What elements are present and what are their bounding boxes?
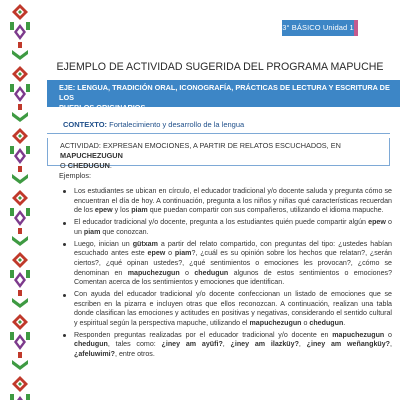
item-term: chedugun	[74, 340, 108, 349]
list-item	[62, 240, 392, 288]
item-term: gütxam	[132, 239, 158, 248]
item-term: mapuchezugun	[332, 330, 385, 339]
item-term: epew	[147, 249, 166, 258]
contexto-line	[63, 120, 244, 129]
item-term: epew	[368, 218, 386, 227]
item-term: epew	[94, 206, 113, 215]
item-text: ,	[222, 340, 231, 349]
item-text: o	[384, 330, 392, 339]
activity-o: O	[60, 161, 68, 170]
item-term: piam	[131, 206, 148, 215]
item-term: ¿afeluwimi?	[74, 350, 115, 359]
item-text: a partir del relato compartido, con preguntas del tipo: ¿ustedes habían escuchado antes este	[74, 239, 392, 258]
badge-accent-tab	[354, 20, 358, 36]
item-term: mapuchezugun	[127, 268, 180, 277]
eje-line-2: PUEBLOS ORIGINARIOS	[59, 103, 146, 112]
section-divider	[47, 133, 390, 134]
list-item	[62, 331, 392, 360]
eje-line-1: EJE: LENGUA, TRADICIÓN ORAL, ICONOGRAFÍA, PRÁCTICAS DE LECTURA Y ESCRITURA DE LOS	[59, 83, 390, 102]
item-text: El educador tradicional y/o docente, pregunta a los estudiantes quién puede compartir algún	[74, 218, 369, 227]
activity-dot: .	[109, 161, 112, 170]
item-text: o un	[74, 218, 393, 236]
item-term: chedugun	[194, 268, 229, 277]
item-text: o	[301, 318, 310, 327]
item-text: Con ayuda del educador tradicional y/o docente confeccionan un listado de emociones que se escriben en la pizarra e incluyen otras que ellos reconozcan. A continuación, realizan una tabla donde clasifican las emociones y actitudes en positivas y negativas, considerando el sentido cultural y espiritual según la perspectiva mapuche, utilizando el	[74, 290, 392, 327]
item-text: , entre otros.	[115, 350, 155, 359]
item-text: algunos de estos sentimientos o emociones? Comentan acerca de los sentimientos y emociones que identifican.	[74, 268, 393, 287]
item-text: que conozcan.	[100, 227, 149, 236]
item-text: Responden preguntas realizadas por el educador tradicional y/o docente en	[74, 330, 333, 339]
page-title: EJEMPLO DE ACTIVIDAD SUGERIDA DEL PROGRAMA MAPUCHE	[56, 61, 384, 73]
activity-box	[47, 138, 390, 170]
item-term: mapuchezugun	[249, 318, 302, 327]
decorative-border-strip	[4, 0, 36, 400]
item-text: que puedan compartir con sus compañeros, utilizando el idioma mapuche.	[147, 206, 384, 215]
item-text: o	[179, 268, 195, 277]
activity-prefix: ACTIVIDAD: EXPRESAN EMOCIONES, A PARTIR DE RELATOS ESCUCHADOS, EN	[60, 141, 341, 150]
contexto-label: CONTEXTO:	[63, 120, 108, 129]
item-text: ,	[298, 340, 307, 349]
grade-unit-badge: 3° BÁSICO Unidad 1	[282, 20, 354, 36]
item-text: o	[165, 249, 175, 258]
item-term: piam	[83, 227, 101, 236]
ejemplos-label: Ejemplos:	[59, 171, 92, 180]
activity-chedugun: CHEDUGUN	[67, 161, 110, 170]
item-text: y los	[112, 206, 132, 215]
item-term: ¿iney am weñangküy?	[306, 340, 390, 349]
item-term: chedugun	[309, 318, 344, 327]
item-text: ?, ¿cuál es su opinión sobre los hechos que relatan?, ¿serán ciertos?, ¿qué opinan ustedes?, ¿qué sentimientos o emociones les provocan?, ¿cómo se denominan en	[74, 249, 392, 277]
item-text: Los estudiantes se ubican en círculo, el educador tradicional y/o docente saluda y pregunta cómo se encuentran el día de hoy. A continuación, pregunta a los niños y niñas qué características recuerdan de los	[74, 187, 392, 215]
list-item	[62, 187, 392, 216]
item-term: ¿iney am ayüfi?	[161, 340, 223, 349]
contexto-text: Fortalecimiento y desarrollo de la lengua	[107, 120, 245, 129]
examples-list	[62, 187, 392, 362]
item-term: piam	[174, 249, 192, 258]
mapuche-pattern-icon	[4, 0, 36, 400]
list-item	[62, 218, 392, 237]
eje-banner	[47, 80, 400, 112]
item-text: ,	[390, 340, 392, 349]
item-text: , tales como:	[107, 340, 162, 349]
list-item	[62, 290, 392, 328]
item-term: ¿iney am ilazküy?	[230, 340, 299, 349]
activity-mapuchezugun: MAPUCHEZUGUN	[60, 151, 123, 160]
item-text: .	[343, 318, 346, 327]
item-text: Luego, inician un	[74, 239, 133, 248]
